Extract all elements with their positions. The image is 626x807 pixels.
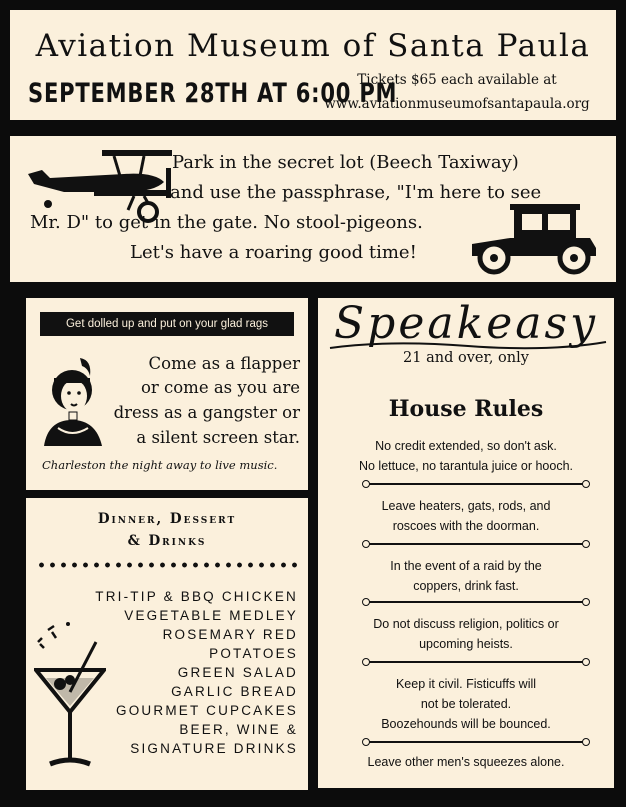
dress-line-2: or come as you are	[140, 378, 300, 397]
menu-item-6: GARLIC BREAD	[171, 684, 298, 699]
dress-line-1: Come as a flapper	[148, 354, 300, 373]
event-title: Aviation Museum of Santa Paula	[35, 28, 591, 64]
age-requirement: 21 and over, only	[403, 350, 529, 366]
speakeasy-heading: Speakeasy	[334, 298, 598, 349]
parking-line-1: Park in the secret lot (Beech Taxiway)	[172, 152, 519, 173]
parking-line-3: Mr. D" to get in the gate. No stool-pigeons.	[30, 212, 423, 233]
house-rules-panel	[318, 298, 614, 788]
charleston-note: Charleston the night away to live music.	[42, 458, 278, 472]
rule-divider	[362, 738, 590, 746]
dinner-title-line-2: & Drinks	[127, 533, 207, 549]
rule-divider	[362, 658, 590, 666]
martini-glass-icon	[34, 616, 106, 774]
menu-item-9: SIGNATURE DRINKS	[130, 741, 298, 756]
dress-code-panel	[26, 298, 308, 490]
dress-banner: Get dolled up and put on your glad rags	[40, 312, 294, 336]
rule-4: Do not discuss religion, politics or upcoming heists.	[373, 617, 559, 651]
rule-1: No credit extended, so don't ask. No lettuce, no tarantula juice or hooch.	[358, 439, 574, 473]
ticket-website: www.aviationmuseumofsantapaula.org	[324, 96, 590, 112]
rule-divider	[362, 480, 590, 488]
menu-item-2: VEGETABLE MEDLEY	[124, 608, 298, 623]
menu-item-1: TRI-TIP & BBQ CHICKEN	[95, 589, 298, 604]
menu-item-5: GREEN SALAD	[177, 665, 298, 680]
parking-line-4: Let's have a roaring good time!	[130, 242, 417, 263]
ticket-info	[312, 68, 602, 116]
flapper-woman-icon	[40, 356, 104, 446]
dress-line-4: a silent screen star.	[136, 428, 300, 447]
dinner-title	[26, 508, 308, 552]
dinner-panel	[26, 498, 308, 790]
dotted-divider	[36, 562, 298, 568]
menu-item-3: ROSEMARY RED	[162, 627, 298, 642]
rule-2: Leave heaters, gats, rods, and roscoes with the doorman.	[381, 499, 551, 533]
dinner-title-line-1: Dinner, Dessert	[97, 511, 237, 527]
vintage-car-icon	[470, 200, 600, 276]
house-rules-heading: House Rules	[388, 396, 544, 422]
rule-5: Keep it civil. Fisticuffs will not be tolerated. Boozehounds will be bounced.	[381, 677, 551, 731]
rule-3: In the event of a raid by the coppers, drink fast.	[390, 559, 542, 593]
parking-panel	[10, 136, 616, 282]
rule-divider	[362, 540, 590, 548]
dress-line-3: dress as a gangster or	[113, 403, 300, 422]
parking-line-2: and use the passphrase, "I'm here to see	[170, 182, 542, 203]
menu-item-4: POTATOES	[209, 646, 298, 661]
event-date: SEPTEMBER 28TH AT 6:00 PM	[28, 78, 398, 109]
menu-item-7: GOURMET CUPCAKES	[116, 703, 298, 718]
header-panel	[10, 10, 616, 120]
menu-item-8: BEER, WINE &	[179, 722, 298, 737]
ticket-price: Tickets $65 each available at	[357, 72, 557, 88]
rule-6: Leave other men's squeezes alone.	[367, 755, 565, 769]
rule-divider	[362, 598, 590, 606]
